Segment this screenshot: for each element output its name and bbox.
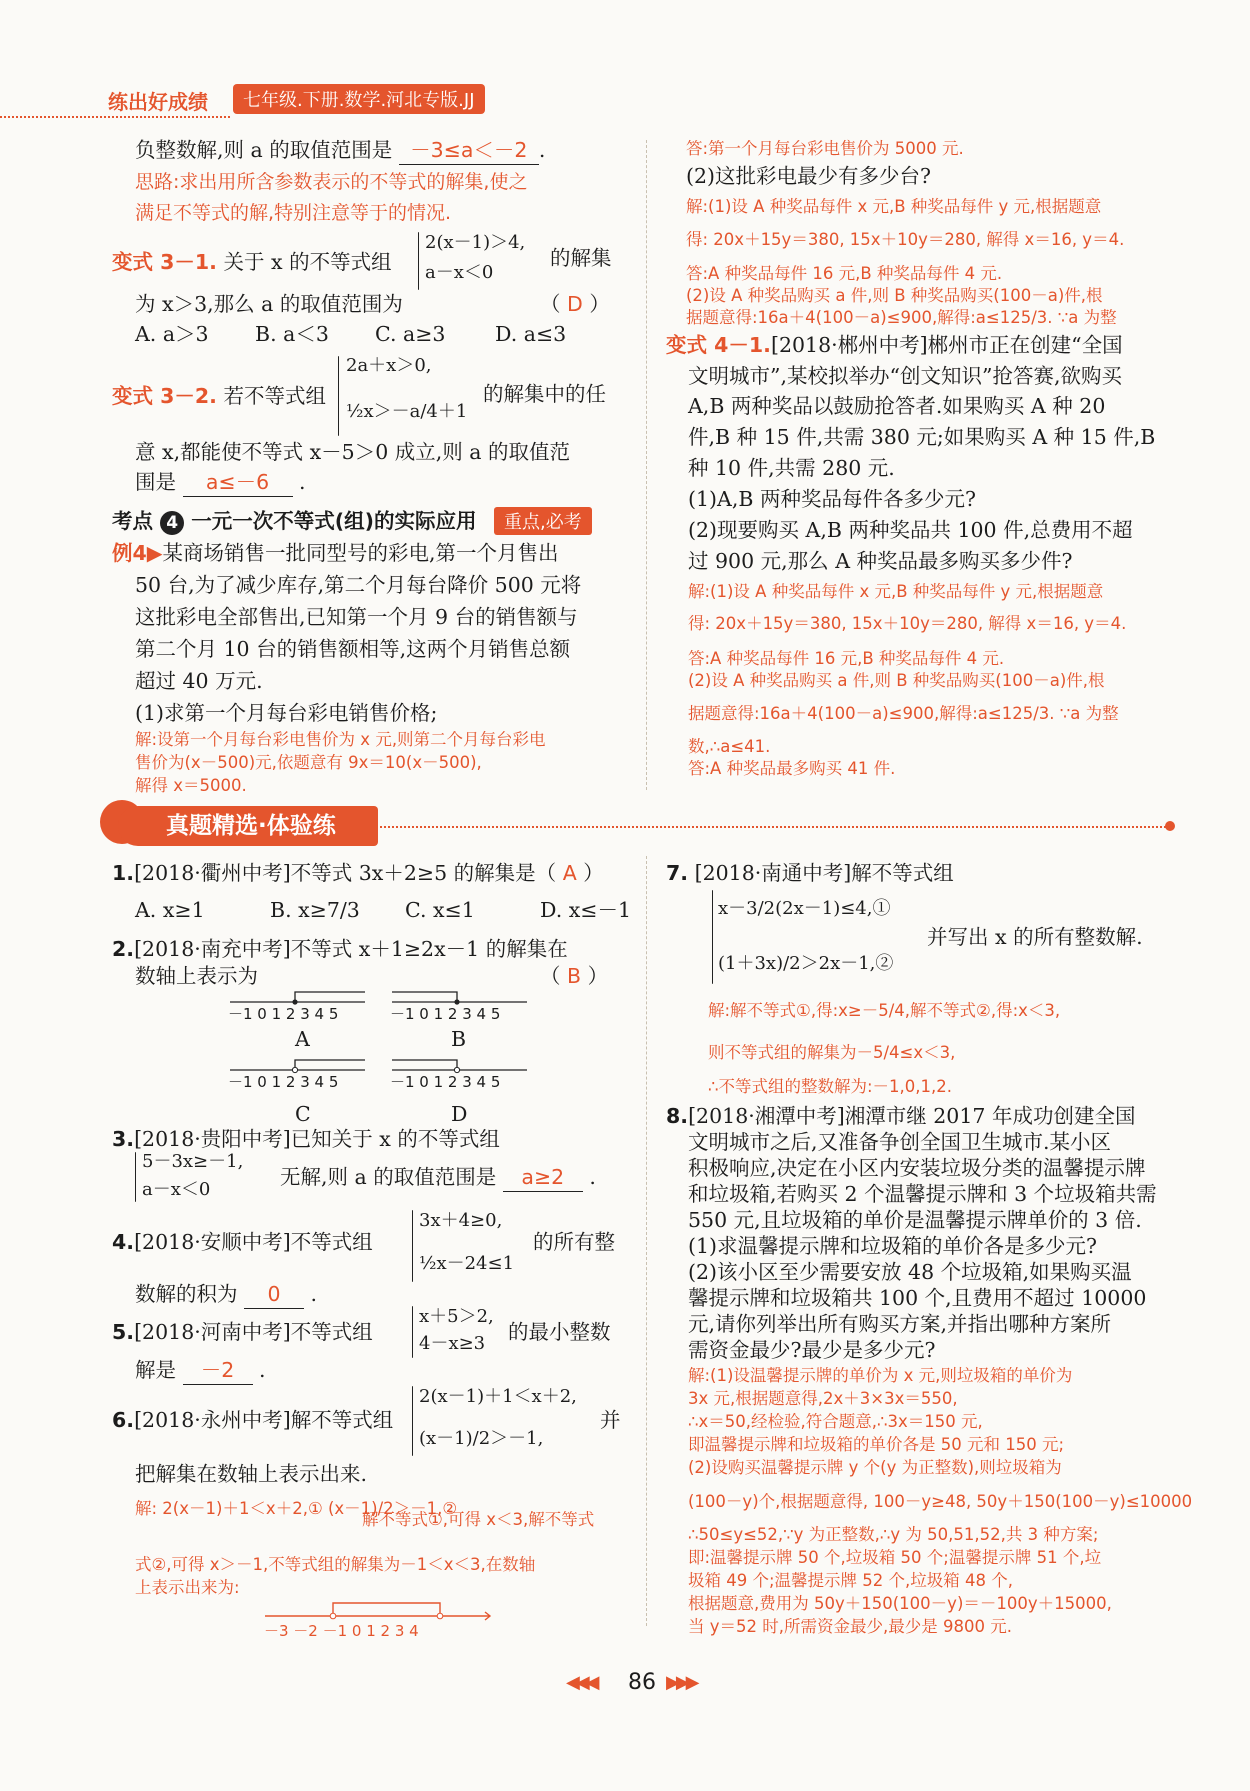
v31-option-c: C. a≥3 [375,322,446,346]
example-4-line2: 50 台,为了减少库存,第二个月每台降价 500 元将 [135,573,582,597]
q8-sol4: 即温馨提示牌和垃圾箱的单价各是 50 元和 150 元; [688,1435,1065,1454]
q7-sys2: (1＋3x)/2＞2x－1,② [718,953,894,974]
q8-sol6: (100－y)个,根据题意得, 100－y≥48, 50y＋150(100－y)≤10000 [688,1492,1193,1511]
rt-sol4: (2)设 A 种奖品购买 a 件,则 B 种奖品购买(100－a)件,根 [686,286,1103,305]
q6-sys1: 2(x－1)＋1＜x＋2, [419,1386,577,1407]
q8-line4: 和垃圾箱,若购买 2 个温馨提示牌和 3 个垃圾箱共需 [688,1182,1157,1206]
q8-stem: 8.[2018·湘潭中考]湘潭市继 2017 年成功创建全国 [666,1104,1136,1128]
kaodian-number: 4 [160,511,184,535]
series-title: 练出好成绩 [108,90,208,114]
q1-option-b: B. x≥7/3 [270,898,360,922]
q6-open-left [330,1613,336,1619]
example-4-sol3: 解得 x＝5000. [135,776,247,795]
q8-sol9: 圾箱 49 个;温馨提示牌 52 个,垃圾箱 48 个, [688,1571,1014,1590]
q1-option-a: A. x≥1 [135,898,205,922]
column-divider-bottom [646,856,647,1626]
q7-sys1: x－3/2(2x－1)≤4,① [718,898,891,919]
variant-3-2: 变式 3－2. 若不等式组 [112,384,326,408]
v32-tail: 的解集中的任 [483,382,606,406]
q6-sol3: 上表示出来为: [135,1578,240,1597]
q6-axis-ticks: －3 －2 －1 0 1 2 3 4 [264,1622,419,1640]
q3-answer: a≥2 [503,1163,583,1192]
q8-sol2: 3x 元,根据题意得,2x＋3×3x＝550, [688,1389,958,1408]
q6-sol2: 式②,可得 x＞－1,不等式组的解集为－1＜x＜3,在数轴 [135,1555,536,1574]
prev-arrows-icon: ◀◀◀ [566,1672,596,1693]
q8-line9: 元,请你列举出所有购买方案,并指出哪种方案所 [688,1312,1112,1336]
q5-line2: 解是 －2 . [135,1356,266,1385]
q8-sol5: (2)设购买温馨提示牌 y 个(y 为正整数),则垃圾箱为 [688,1458,1062,1477]
v41-sol5: 据题意得:16a＋4(100－a)≤900,解得:a≤125/3. ∵a 为整 [688,704,1119,723]
v32-line3: 围是 a≤－6 . [135,468,306,497]
column-divider-top [646,140,647,790]
q3-stem: 3.[2018·贵阳中考]已知关于 x 的不等式组 [112,1127,500,1151]
q8-sol11: 当 y＝52 时,所需资金最少,最少是 9800 元. [688,1617,1012,1636]
q4-brace [412,1210,413,1282]
section-divider [380,826,1170,828]
q8-line5: 550 元,且垃圾箱的单价是温馨提示牌单价的 3 倍. [688,1208,1142,1232]
q6-sys2: (x－1)/2＞－1, [419,1428,544,1449]
v41-q2b: 过 900 元,那么 A 种奖品最多购买多少件? [688,549,1073,573]
q2a-ticks: －1 0 1 2 3 4 5 [228,1005,339,1023]
q6-open-right [437,1613,443,1619]
header-divider [0,116,230,118]
q1-option-c: C. x≤1 [405,898,475,922]
q3-sys1: 5－3x≥－1, [142,1151,244,1172]
q8-sol8: 即:温馨提示牌 50 个,垃圾箱 50 个;温馨提示牌 51 个,垃 [688,1548,1102,1567]
q7-brace [712,890,713,984]
q2d-ticks: －1 0 1 2 3 4 5 [390,1073,501,1091]
rt-sol5: 据题意得:16a＋4(100－a)≤900,解得:a≤125/3. ∵a 为整 [686,308,1117,327]
q4-answer: 0 [244,1280,304,1309]
q2c-ticks: －1 0 1 2 3 4 5 [228,1073,339,1091]
v41-line3: A,B 两种奖品以鼓励抢答者.如果购买 A 种 20 [688,394,1106,418]
section-title: 真题精选·体验练 [118,806,378,846]
q6-sol1: 解: 2(x－1)＋1＜x＋2,① (x－1)/2＞－1,② [135,1499,458,1518]
v41-q2a: (2)现要购买 A,B 两种奖品共 100 件,总费用不超 [688,518,1133,542]
rt-sol3: 答:A 种奖品每件 16 元,B 种奖品每件 4 元. [686,264,1003,283]
v31-option-b: B. a＜3 [255,322,329,346]
v31-option-d: D. a≤3 [495,322,567,346]
kaodian-badge: 重点,必考 [494,507,592,535]
q7-sol1: 解:解不等式①,得:x≥－5/4,解不等式②,得:x＜3, [708,1001,1061,1020]
v32-sys2: ½x＞－a/4＋1 [346,401,468,422]
lt-line1: 负整数解,则 a 的取值范围是 －3≤a＜－2 . [135,136,545,165]
q2-answer: （ B ） [540,964,609,988]
v41-sol3: 答:A 种奖品每件 16 元,B 种奖品每件 4 元. [688,649,1005,668]
q5-tail: 的最小整数 [508,1320,611,1344]
rt-q2: (2)这批彩电最少有多少台? [686,164,932,188]
q2-label-a: A [295,1027,310,1051]
book-tag: 七年级.下册.数学.河北专版.JJ [233,84,485,114]
rt-sol2: 得: 20x＋15y＝380, 15x＋10y＝280, 解得 x＝16, y＝4. [686,230,1125,249]
v41-line2: 文明城市”,某校拟举办“创文知识”抢答赛,欲购买 [688,364,1122,388]
q2b-ticks: －1 0 1 2 3 4 5 [390,1005,501,1023]
q5-brace [412,1306,413,1358]
v41-line4: 件,B 种 15 件,共需 380 元;如果购买 A 种 15 件,B [688,425,1156,449]
v31-line2: 为 x＞3,那么 a 的取值范围为 [135,292,403,316]
v31-sys2: a－x＜0 [425,262,494,283]
q7-sol3: ∴不等式组的整数解为:－1,0,1,2. [708,1077,953,1096]
q8-sol1: 解:(1)设温馨提示牌的单价为 x 元,则垃圾箱的单价为 [688,1366,1073,1385]
q3-tail: 无解,则 a 的取值范围是 a≥2 . [280,1163,596,1192]
q2-label-b: B [451,1027,467,1051]
q5-sys2: 4－x≥3 [419,1333,486,1354]
q1-stem: 1.[2018·衢州中考]不等式 3x＋2≥5 的解集是（ A ） [112,861,604,885]
page-number: 86 [628,1670,656,1695]
q1-option-d: D. x≤－1 [540,898,632,922]
v41-sol6: 数,∴a≤41. [688,737,771,756]
next-arrows-icon: ▶▶▶ [666,1672,696,1693]
v41-line5: 种 10 件,共需 280 元. [688,456,895,480]
v31-answer: （ D ） [540,292,610,316]
example-4-line5: 超过 40 万元. [135,669,263,693]
q2-label-d: D [451,1102,468,1126]
q3-sys2: a－x＜0 [142,1179,211,1200]
q4-sys2: ½x－24≤1 [419,1253,515,1274]
q2-stem2: 数轴上表示为 [135,964,258,988]
kaodian-heading: 考点 4 一元一次不等式(组)的实际应用 [112,509,477,533]
q6-sol1b: 解不等式①,可得 x＜3,解不等式 [362,1510,595,1529]
q8-line10: 需资金最少?最少是多少元? [688,1338,936,1362]
q4-sys1: 3x＋4≥0, [419,1210,503,1231]
variant-4-1: 变式 4－1.[2018·郴州中考]郴州市正在创建“全国 [666,333,1123,357]
v41-sol7: 答:A 种奖品最多购买 41 件. [688,759,896,778]
q8-line3: 积极响应,决定在小区内安装垃圾分类的温馨提示牌 [688,1156,1146,1180]
q8-sol3: ∴x＝50,经检验,符合题意,∴3x＝150 元, [688,1412,983,1431]
thinking-line2: 满足不等式的解,特别注意等于的情况. [135,202,452,224]
v32-answer: a≤－6 [183,468,293,497]
q8-line6: (1)求温馨提示牌和垃圾箱的单价各是多少元? [688,1234,1098,1258]
q4-tail: 的所有整 [533,1230,615,1254]
rt-answer1: 答:第一个月每台彩电售价为 5000 元. [686,139,964,158]
q6-line2: 把解集在数轴上表示出来. [135,1462,368,1486]
v32-line2: 意 x,都能使不等式 x－5＞0 成立,则 a 的取值范 [135,440,571,464]
q8-sol7: ∴50≤y≤52,∵y 为正整数,∴y 为 50,51,52,共 3 种方案; [688,1525,1099,1544]
v41-q1: (1)A,B 两种奖品每件各多少元? [688,487,976,511]
v31-tail: 的解集 [550,246,612,270]
q8-line8: 馨提示牌和垃圾箱共 100 个,且费用不超过 10000 [688,1286,1147,1310]
q6-stem: 6.[2018·永州中考]解不等式组 [112,1408,394,1432]
example-4-line1: 例4▶某商场销售一批同型号的彩电,第一个月售出 [112,541,559,565]
v41-sol4: (2)设 A 种奖品购买 a 件,则 B 种奖品购买(100－a)件,根 [688,671,1105,690]
q7-stem: 7. [2018·南通中考]解不等式组 [666,861,954,885]
q6-tail: 并 [600,1408,621,1432]
q2-label-c: C [295,1102,311,1126]
q8-sol10: 根据题意,费用为 50y＋150(100－y)＝－100y＋15000, [688,1594,1112,1613]
q6-brace [412,1386,413,1456]
example-4-q1: (1)求第一个月每台彩电销售价格; [135,701,438,725]
q7-sol2: 则不等式组的解集为－5/4≤x＜3, [708,1043,956,1062]
q3-brace [135,1152,136,1202]
q2-stem: 2.[2018·南充中考]不等式 x＋1≥2x－1 的解集在 [112,937,568,961]
v32-brace [338,356,339,436]
example-4-sol1: 解:设第一个月每台彩电售价为 x 元,则第二个月每台彩电 [135,730,546,749]
q5-sys1: x＋5＞2, [419,1306,494,1327]
example-4-line4: 第二个月 10 台的销售额相等,这两个月销售总额 [135,637,571,661]
q7-tail: 并写出 x 的所有整数解. [927,925,1143,949]
v32-sys1: 2a＋x＞0, [346,355,432,376]
v31-sys1: 2(x－1)＞4, [425,232,526,253]
rt-sol1: 解:(1)设 A 种奖品每件 x 元,B 种奖品每件 y 元,根据题意 [686,197,1102,216]
q5-stem: 5.[2018·河南中考]不等式组 [112,1320,373,1344]
example-4-line3: 这批彩电全部售出,已知第一个月 9 台的销售额与 [135,605,578,629]
v31-option-a: A. a＞3 [135,322,209,346]
q4-line2: 数解的积为 0 . [135,1280,317,1309]
q8-line7: (2)该小区至少需要安放 48 个垃圾箱,如果购买温 [688,1260,1132,1284]
v41-sol2: 得: 20x＋15y＝380, 15x＋10y＝280, 解得 x＝16, y＝4. [688,614,1127,633]
v31-brace [418,232,419,290]
variant-3-1: 变式 3－1. 关于 x 的不等式组 [112,250,392,274]
v41-sol1: 解:(1)设 A 种奖品每件 x 元,B 种奖品每件 y 元,根据题意 [688,582,1104,601]
q8-line2: 文明城市之后,又准备争创全国卫生城市.某小区 [688,1130,1112,1154]
q5-answer: －2 [183,1356,253,1385]
section-divider-dot [1165,821,1175,831]
answer-range: －3≤a＜－2 [399,136,539,165]
q4-stem: 4.[2018·安顺中考]不等式组 [112,1230,373,1254]
thinking-line1: 思路:求出用所含参数表示的不等式的解集,使之 [135,171,528,193]
example-4-sol2: 售价为(x－500)元,依题意有 9x＝10(x－500), [135,753,482,772]
